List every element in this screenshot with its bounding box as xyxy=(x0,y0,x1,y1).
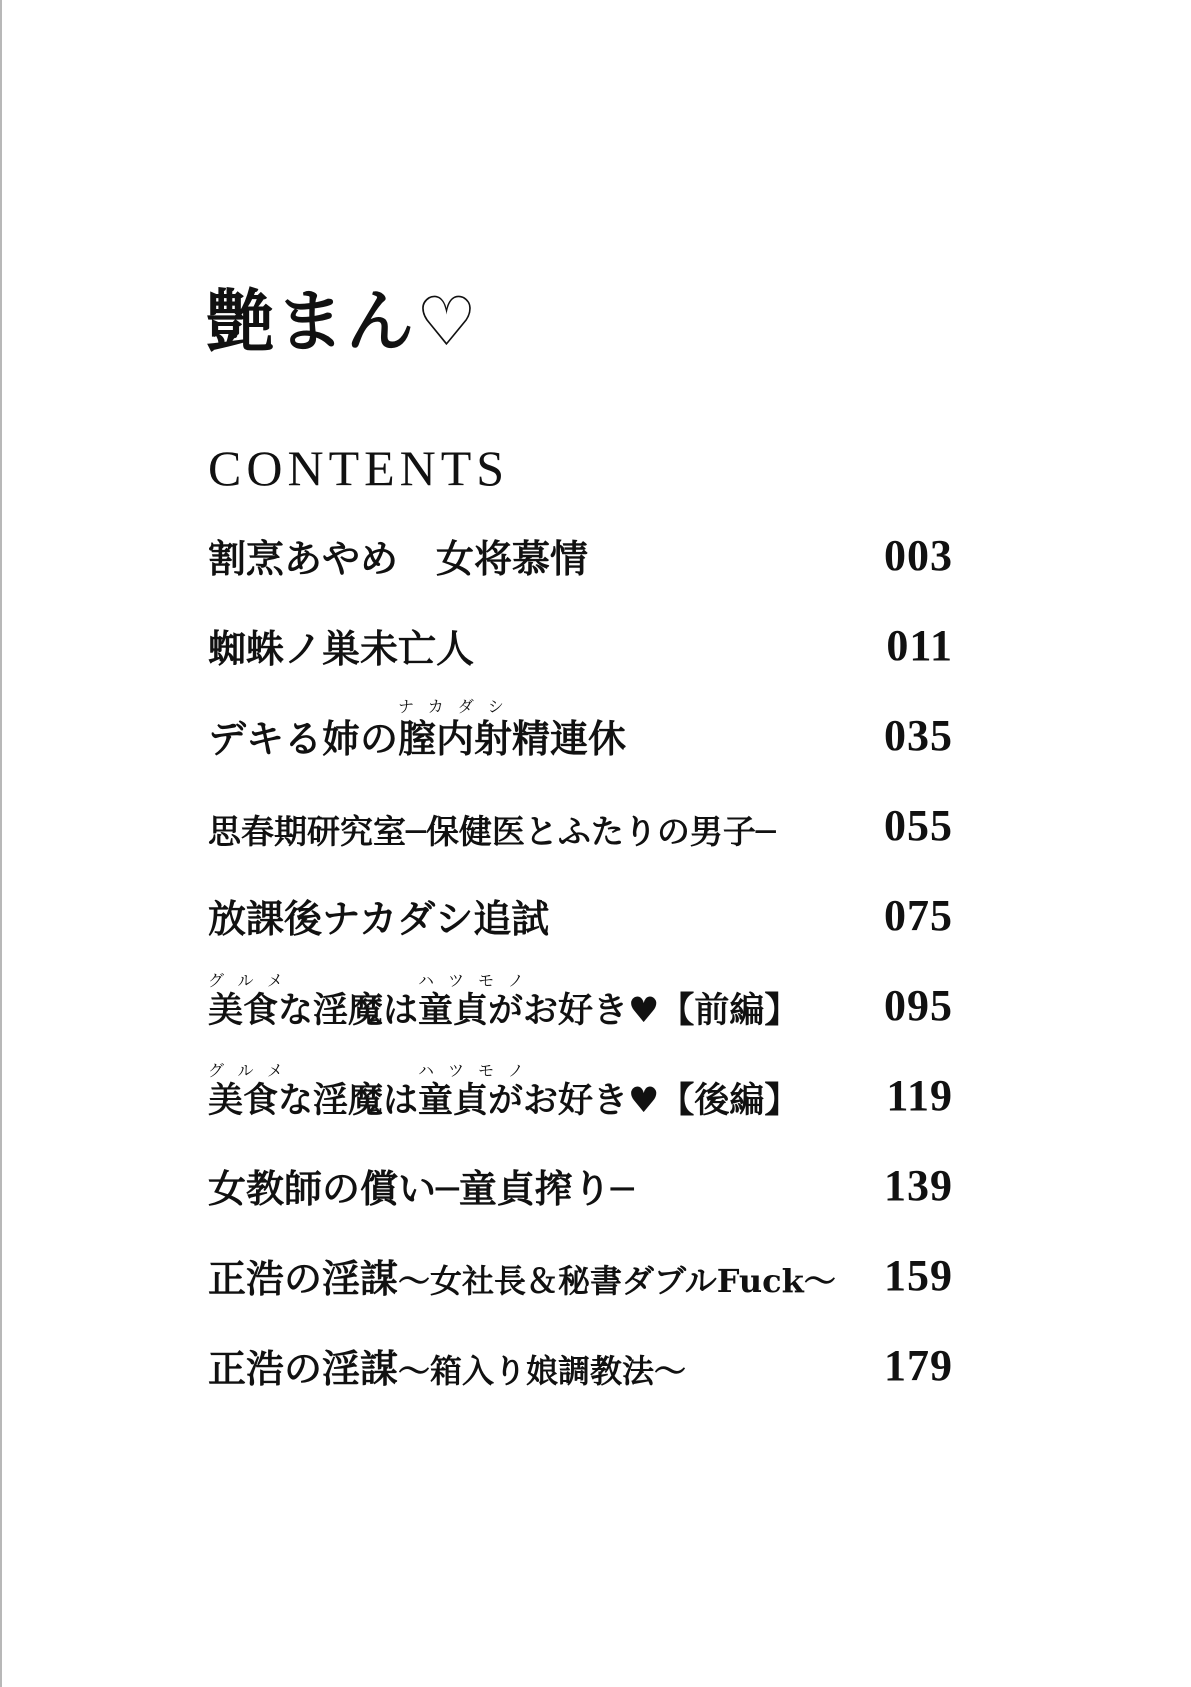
toc-title: デキる姉の ナカダシ 膣内射精連休 xyxy=(208,697,627,762)
toc-title: 正浩の淫謀〜箱入り娘調教法〜 xyxy=(208,1346,687,1392)
ruby-reading: ハツモノ xyxy=(418,970,538,990)
ruby-reading: グルメ xyxy=(208,970,298,990)
toc-row[interactable] xyxy=(208,1038,953,1128)
toc-row[interactable] xyxy=(208,498,953,588)
toc-row[interactable] xyxy=(208,588,953,678)
toc-row[interactable] xyxy=(208,768,953,858)
ruby-reading: ナカダシ xyxy=(398,697,518,717)
toc-title: 女教師の償い─童貞搾り─ xyxy=(208,1166,634,1212)
toc-title: グルメ 美食な淫魔は ハツモノ 童貞がお好き♥【前編】 xyxy=(208,970,800,1031)
toc-row[interactable] xyxy=(208,678,953,768)
toc-page-number: 011 xyxy=(886,620,953,670)
toc-page-number: 095 xyxy=(884,980,953,1030)
toc-row[interactable] xyxy=(208,1308,953,1398)
contents-heading: CONTENTS xyxy=(208,440,510,496)
toc-title: グルメ 美食な淫魔は ハツモノ 童貞がお好き♥【後編】 xyxy=(208,1060,800,1121)
toc-page-number: 119 xyxy=(886,1070,953,1120)
toc-title: 正浩の淫謀〜女社長＆秘書ダブルFuck〜 xyxy=(208,1256,836,1302)
toc-subtitle: 〜女社長＆秘書ダブルFuck〜 xyxy=(398,1262,836,1301)
ruby-reading: ハツモノ xyxy=(418,1060,538,1080)
toc-row[interactable] xyxy=(208,1128,953,1218)
toc-page-number: 139 xyxy=(884,1160,953,1210)
toc-page-number: 035 xyxy=(884,710,953,760)
toc-row[interactable] xyxy=(208,948,953,1038)
toc-title: 割烹あやめ 女将慕情 xyxy=(208,536,589,582)
toc-row[interactable] xyxy=(208,858,953,948)
book-title: 艶まん♡ xyxy=(206,282,479,362)
toc-title: 蜘蛛ノ巣未亡人 xyxy=(208,626,475,672)
toc-title: 放課後ナカダシ追試 xyxy=(208,896,550,942)
toc-page-number: 003 xyxy=(884,530,953,580)
page-edge-rule xyxy=(0,0,2,1687)
toc-title: 思春期研究室─保健医とふたりの男子─ xyxy=(208,811,776,851)
toc-row[interactable] xyxy=(208,1218,953,1308)
toc-page-number: 075 xyxy=(884,890,953,940)
toc-subtitle: 〜箱入り娘調教法〜 xyxy=(398,1352,687,1391)
ruby-reading: グルメ xyxy=(208,1060,298,1080)
toc-page-number: 159 xyxy=(884,1250,953,1300)
toc-page-number: 055 xyxy=(884,800,953,850)
toc-page-number: 179 xyxy=(884,1340,953,1390)
